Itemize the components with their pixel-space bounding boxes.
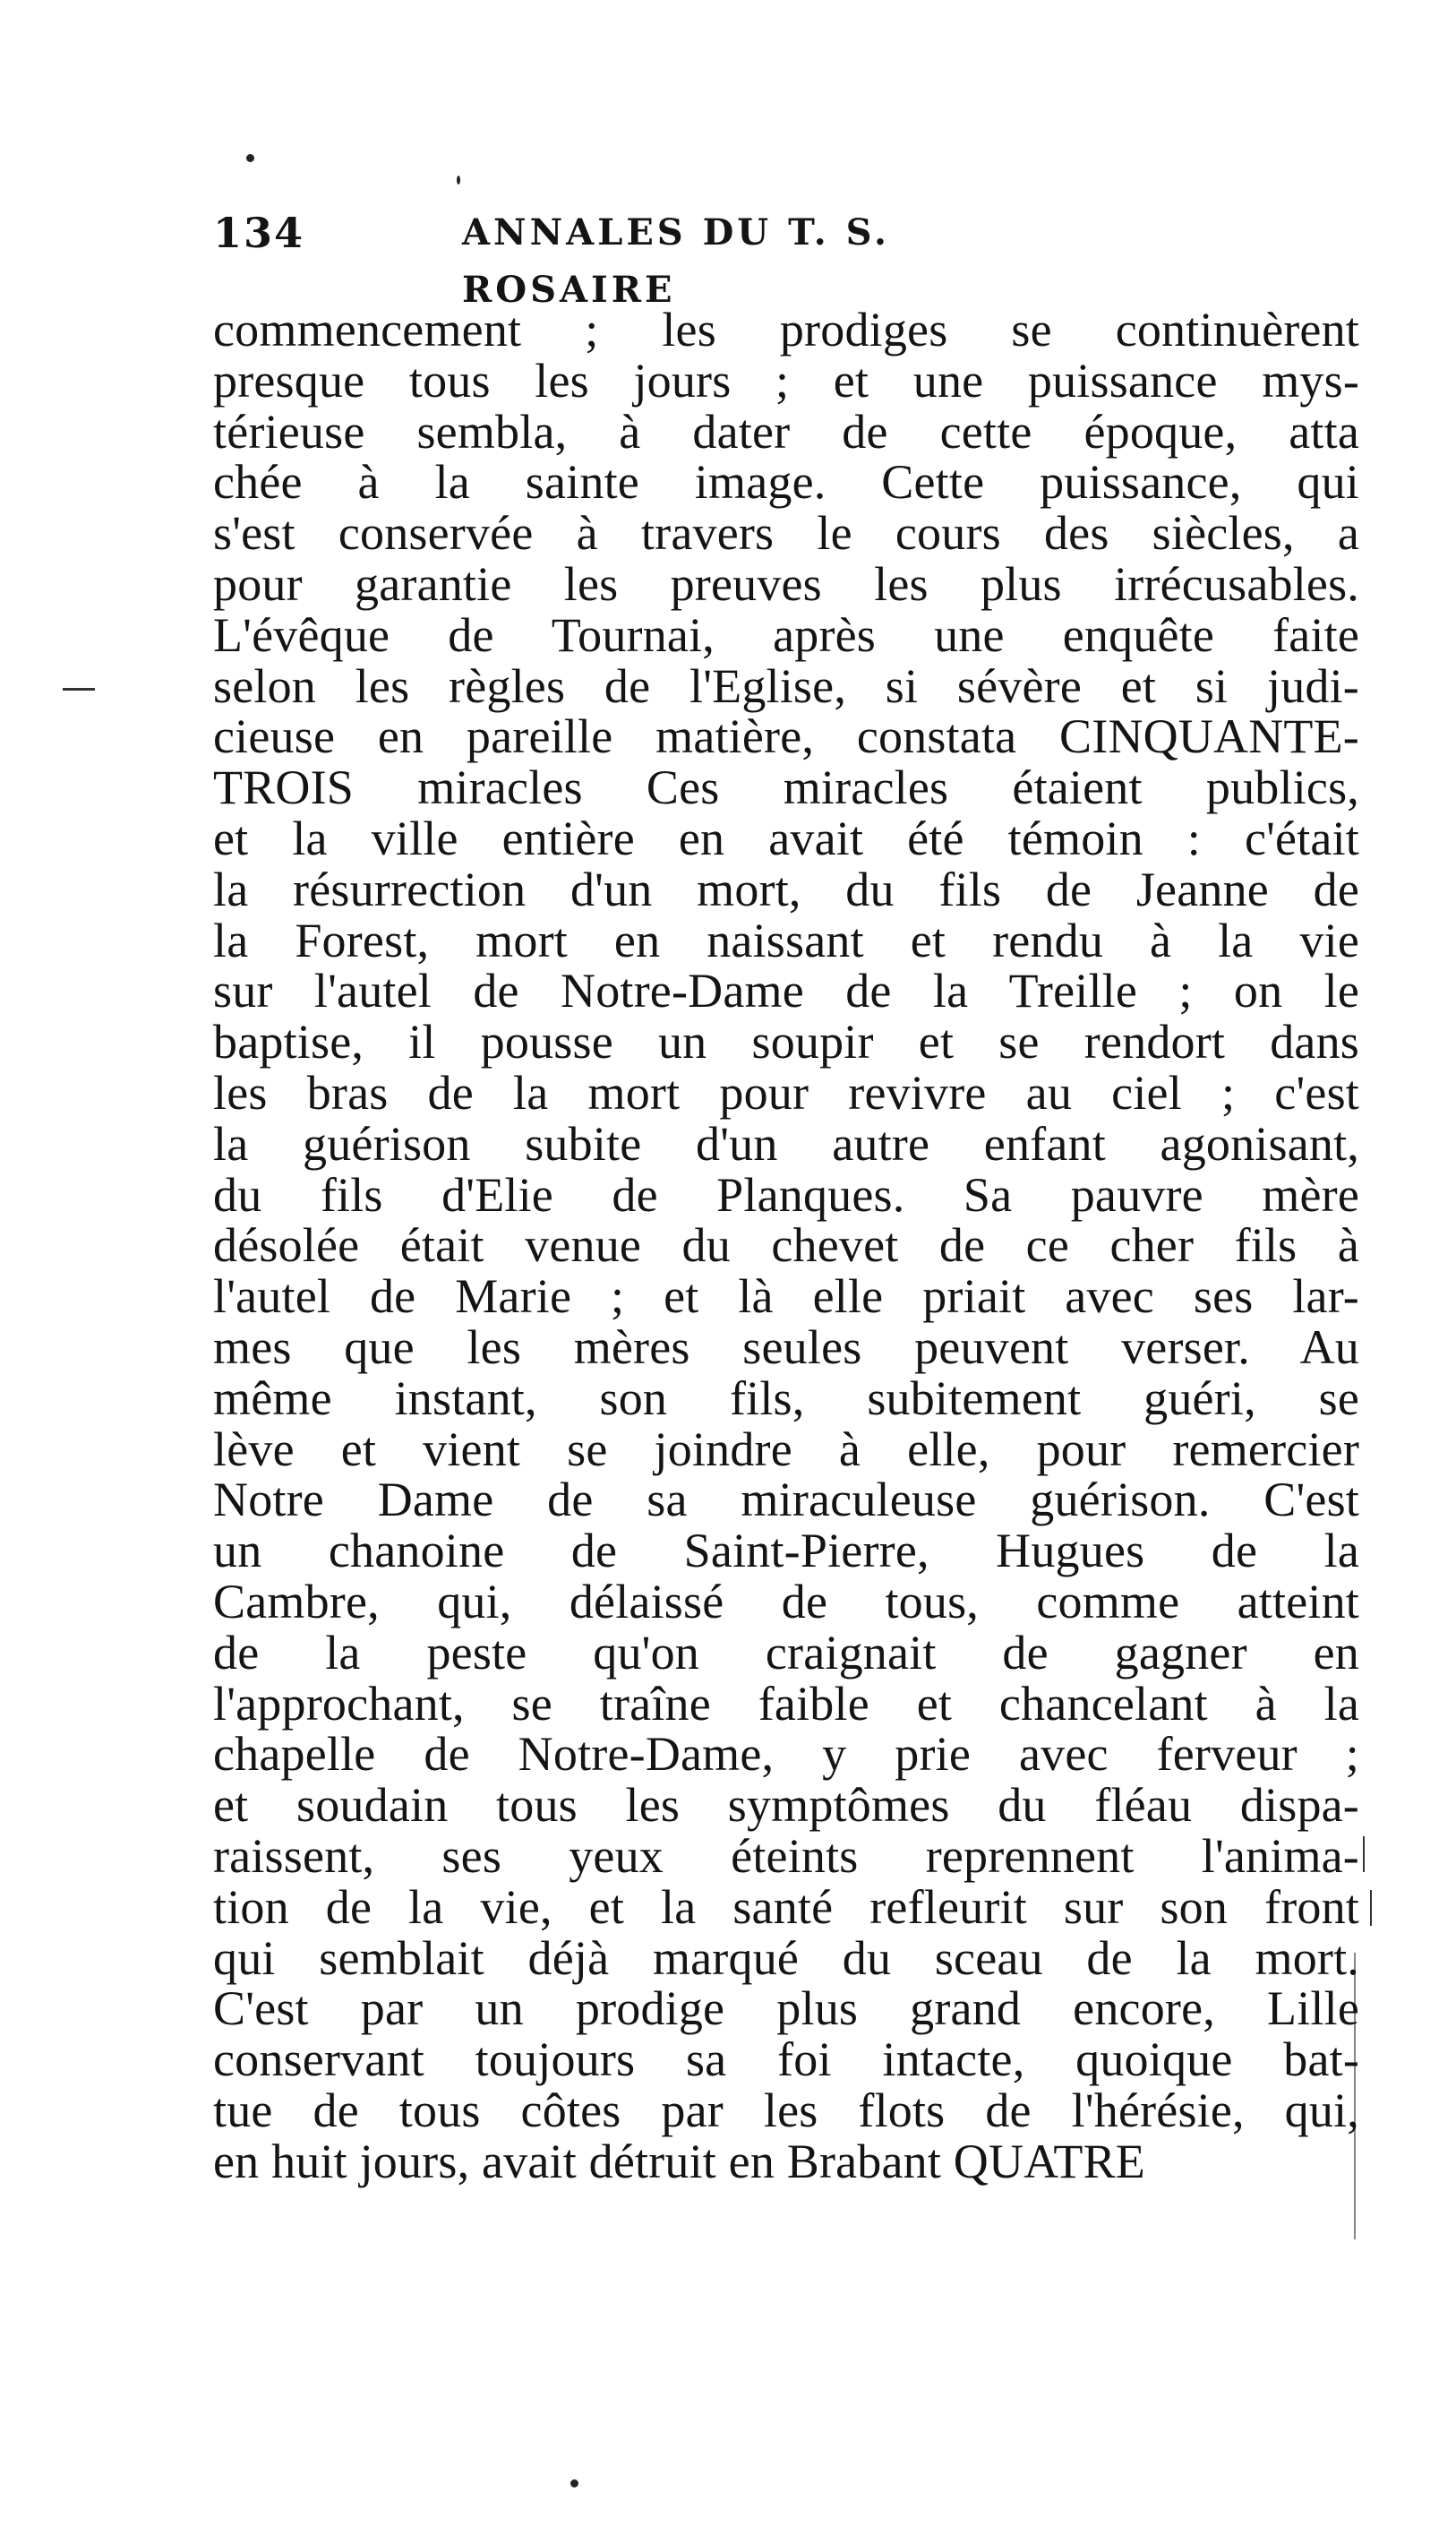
- text-line: raissent, ses yeux éteints reprennent l'anima-: [213, 1828, 1359, 1883]
- ink-speck: [246, 154, 254, 162]
- text-line: conservant toujours sa foi intacte, quoique bat-: [213, 2032, 1359, 2087]
- ink-speck: [457, 176, 460, 185]
- text-line: Cambre, qui, délaissé de tous, comme atteint: [213, 1574, 1359, 1628]
- text-line: L'évêque de Tournai, après une enquête faite: [213, 607, 1359, 662]
- text-line: tue de tous côtes par les flots de l'hérésie, qui,: [213, 2083, 1359, 2137]
- running-title: ANNALES DU T. S. ROSAIRE: [462, 211, 890, 311]
- page-edge-mark: [1370, 1890, 1372, 1926]
- text-line: la guérison subite d'un autre enfant agonisant,: [213, 1116, 1359, 1171]
- text-line: Notre Dame de sa miraculeuse guérison. C'est: [213, 1473, 1359, 1527]
- text-line: térieuse sembla, à dater de cette époque, atta: [213, 404, 1359, 459]
- text-line: l'approchant, se traîne faible et chancelant à la: [213, 1676, 1359, 1731]
- text-line: en huit jours, avait détruit en Brabant QUATRE: [213, 2134, 1145, 2188]
- text-line: baptise, il pousse un soupir et se rendort dans: [213, 1015, 1359, 1070]
- text-line: et soudain tous les symptômes du fléau dispa-: [213, 1778, 1359, 1833]
- text-line: cieuse en pareille matière, constata CINQUANTE-: [213, 709, 1359, 764]
- text-line: mes que les mères seules peuvent verser. Au: [213, 1319, 1359, 1374]
- text-line: de la peste qu'on craignait de gagner en: [213, 1625, 1359, 1680]
- text-line: lève et vient se joindre à elle, pour remercier: [213, 1422, 1359, 1476]
- page-number: 134: [213, 209, 305, 257]
- text-line: qui semblait déjà marqué du sceau de la mort.: [213, 1930, 1359, 1985]
- text-line: et la ville entière en avait été témoin : c'était: [213, 811, 1359, 865]
- running-header: [213, 204, 1118, 311]
- text-line: du fils d'Elie de Planques. Sa pauvre mère: [213, 1167, 1359, 1222]
- text-line: TROIS miracles Ces miracles étaient publics,: [213, 760, 1359, 815]
- page-edge-mark: [1363, 1836, 1365, 1872]
- text-line: sur l'autel de Notre-Dame de la Treille ; on le: [213, 964, 1359, 1018]
- text-line: commencement ; les prodiges se continuèrent: [213, 303, 1359, 357]
- text-line: désolée était venue du chevet de ce cher fils à: [213, 1218, 1359, 1273]
- ink-speck: [570, 2479, 578, 2487]
- text-line: chée à la sainte image. Cette puissance, qui: [213, 455, 1359, 510]
- text-line: les bras de la mort pour revivre au ciel ; c'est: [213, 1065, 1359, 1120]
- text-line: même instant, son fils, subitement guéri, se: [213, 1370, 1359, 1425]
- text-line: selon les règles de l'Eglise, si sévère et si judi-: [213, 658, 1359, 713]
- text-line: tion de la vie, et la santé refleurit sur son front: [213, 1879, 1359, 1934]
- text-line: s'est conservée à travers le cours des siècles, a: [213, 506, 1359, 561]
- body-text: [213, 305, 1359, 2186]
- text-line: chapelle de Notre-Dame, y prie avec ferveur ;: [213, 1727, 1359, 1782]
- text-line: l'autel de Marie ; et là elle priait avec ses lar-: [213, 1269, 1359, 1324]
- text-line: un chanoine de Saint-Pierre, Hugues de la: [213, 1524, 1359, 1578]
- page-edge-mark: [63, 688, 95, 691]
- text-line: C'est par un prodige plus grand encore, Lille: [213, 1981, 1359, 2036]
- text-line: pour garantie les preuves les plus irrécusables.: [213, 556, 1359, 611]
- text-line: presque tous les jours ; et une puissance mys-: [213, 353, 1359, 408]
- text-line: la Forest, mort en naissant et rendu à la vie: [213, 913, 1359, 967]
- text-line: la résurrection d'un mort, du fils de Jeanne de: [213, 862, 1359, 916]
